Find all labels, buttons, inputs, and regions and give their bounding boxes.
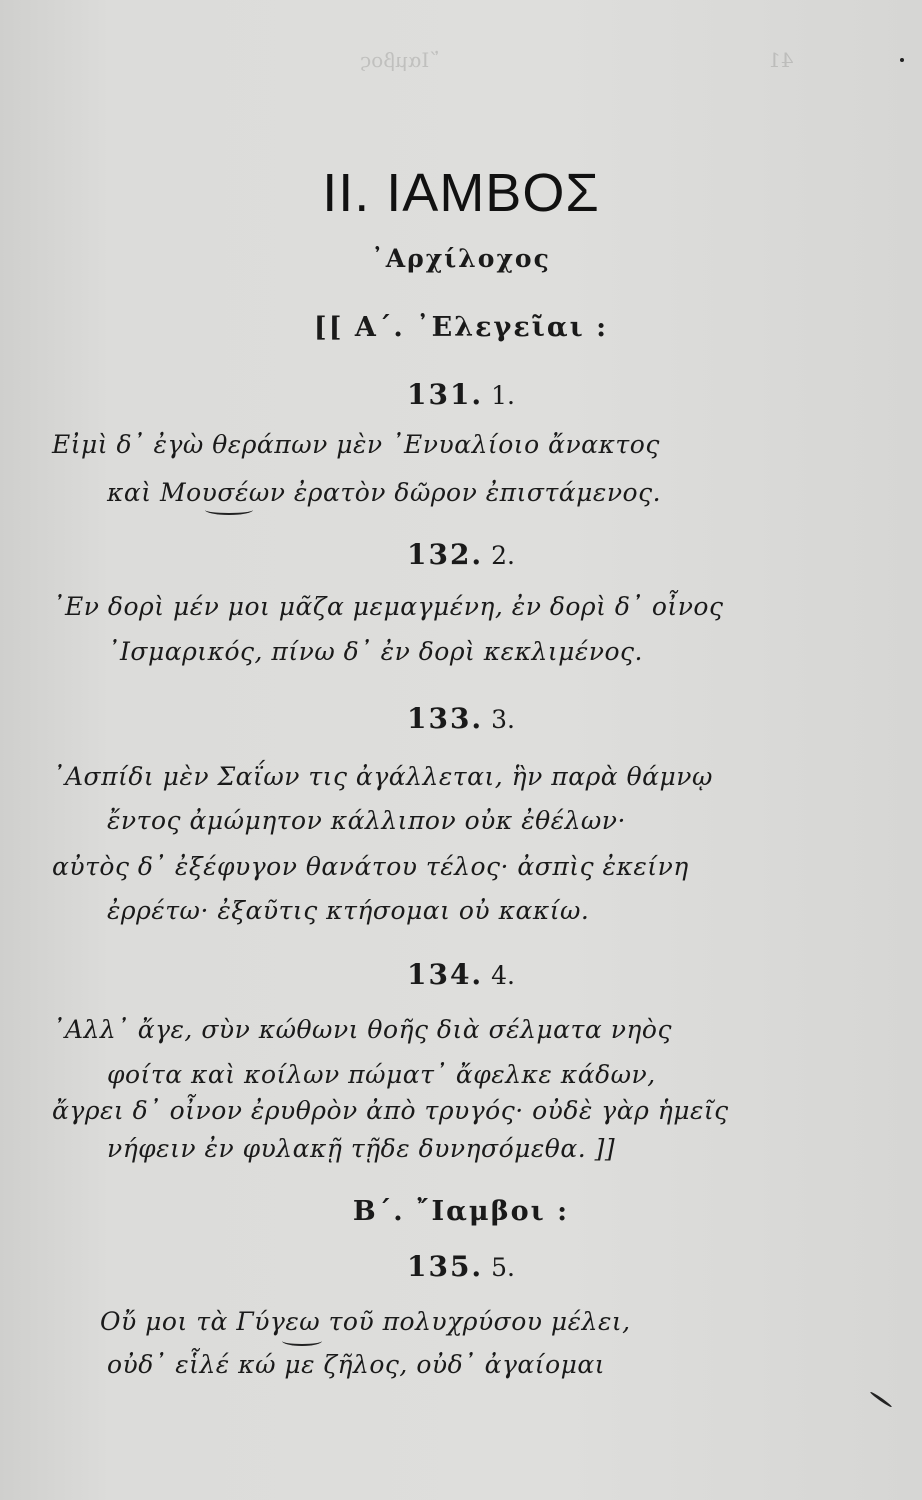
verse-line: νήφειν ἐν φυλακῇ τῇδε δυνησόμεθα. ]]	[107, 1134, 616, 1163]
section-heading-elegies: [[ Α΄. ᾿Ελεγεῖαι :	[313, 312, 609, 343]
ghost-page-number: 41	[768, 48, 794, 72]
page-title: II. ΙΑΜΒΟΣ	[322, 163, 600, 223]
verse-line: Οὔ μοι τὰ Γύγεω τοῦ πολυχρύσου μέλει,	[100, 1307, 631, 1336]
verse-line: Εἰμὶ δ᾿ ἐγὼ θεράπων μὲν ᾿Ενυαλίοιο ἄνακτος	[52, 430, 660, 459]
verse-line: οὐδ᾿ εἷλέ κώ με ζῆλος, οὐδ᾿ ἀγαίομαι	[107, 1350, 606, 1379]
fragment-number	[0, 538, 922, 571]
fragment-number-main: 133.	[406, 702, 484, 735]
author-heading: ᾿Αρχίλοχος	[371, 244, 551, 273]
verse-line: αὐτὸς δ᾿ ἐξέφυγον θανάτου τέλος· ἀσπὶς ἐκείνη	[52, 852, 689, 881]
verse-line: ἐρρέτω· ἐξαῦτις κτήσομαι οὐ κακίω.	[107, 896, 590, 925]
section-heading-iambi: Β΄. ῎Ιαμβοι :	[352, 1196, 570, 1227]
fragment-number-sub: 3.	[491, 705, 515, 734]
fragment-number-sub: 2.	[491, 541, 515, 570]
fragment-number	[0, 702, 922, 735]
verse-line: φοίτα καὶ κοίλων πώματ᾿ ἄφελκε κάδων,	[107, 1060, 656, 1089]
verse-line: ᾿Ισμαρικός, πίνω δ᾿ ἐν δορὶ κεκλιμένος.	[107, 637, 643, 666]
fragment-number-main: 135.	[406, 1250, 484, 1283]
fragment-number-sub: 4.	[491, 961, 515, 990]
fragment-number	[0, 378, 922, 411]
fragment-number	[0, 958, 922, 991]
verse-line: ᾿Ασπίδι μὲν Σαΐων τις ἀγάλλεται, ἣν παρὰ θάμνῳ	[52, 762, 713, 791]
fragment-number-sub: 1.	[491, 381, 515, 410]
fragment-number-main: 131.	[406, 378, 484, 411]
verse-line: ᾿Αλλ᾿ ἄγε, σὺν κώθωνι θοῆς διὰ σέλματα νηὸς	[52, 1015, 672, 1044]
verse-line: ἄγρει δ᾿ οἶνον ἐρυθρὸν ἀπὸ τρυγός· οὐδὲ γὰρ ἡμεῖς	[52, 1096, 729, 1125]
verse-line: καὶ Μουσέων ἐρατὸν δῶρον ἐπιστάμενος.	[107, 478, 662, 507]
editorial-arc-mark	[282, 1336, 322, 1346]
fragment-number	[0, 1250, 922, 1283]
page-blemish	[900, 58, 904, 62]
fragment-number-main: 134.	[406, 958, 484, 991]
fragment-number-sub: 5.	[491, 1253, 515, 1282]
verse-line: ἔντος ἀμώμητον κάλλιπον οὐκ ἐθέλων·	[107, 806, 626, 835]
fragment-number-main: 132.	[406, 538, 484, 571]
editorial-arc-mark	[205, 505, 253, 515]
verse-line: ᾿Εν δορὶ μέν μοι μᾶζα μεμαγμένη, ἐν δορὶ δ᾿ οἶνος	[52, 592, 724, 621]
ghost-running-head: ῞Ιαμβος	[360, 48, 440, 72]
page-blemish	[869, 1391, 892, 1408]
